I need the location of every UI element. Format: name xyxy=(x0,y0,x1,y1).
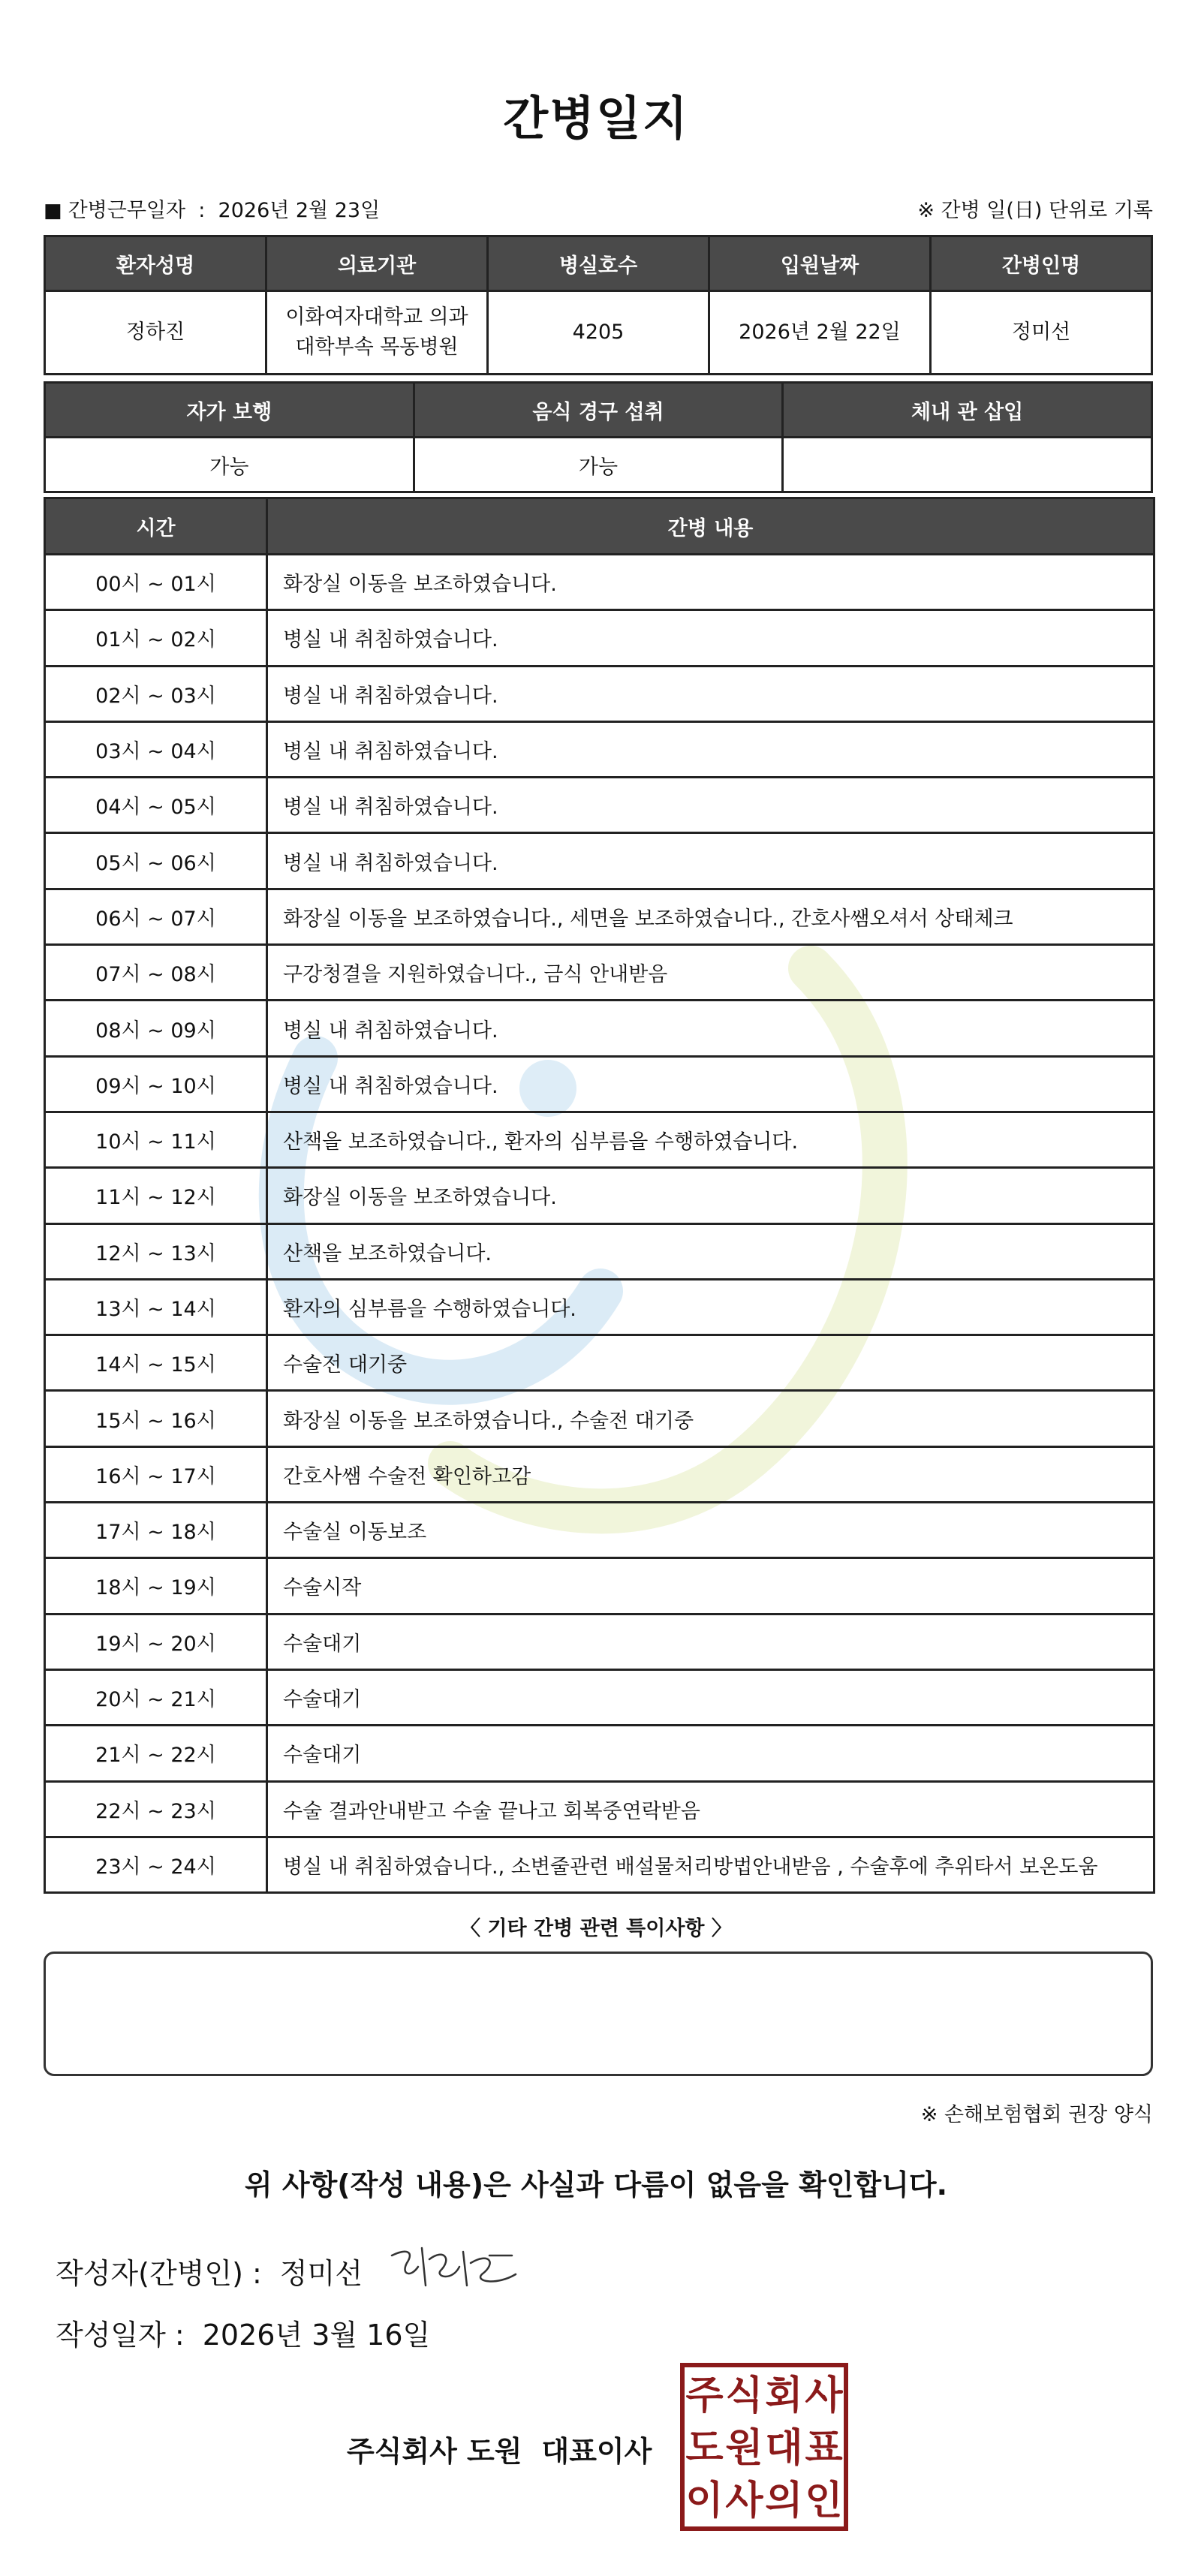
care-log-row xyxy=(45,1223,1154,1279)
care-log-content: 수술 결과안내받고 수술 끝나고 회복중연락받음 xyxy=(267,1781,1154,1837)
care-log-time: 19시 ~ 20시 xyxy=(45,1614,267,1669)
care-log-row xyxy=(45,1056,1154,1112)
care-log-time: 23시 ~ 24시 xyxy=(45,1837,267,1892)
care-log-row xyxy=(45,1726,1154,1781)
institution-line-2: 대학부속 목동병원 xyxy=(295,336,459,359)
care-log-content: 병실 내 취침하였습니다. xyxy=(267,610,1154,666)
seal-char: 도 xyxy=(685,2426,724,2471)
care-log-row xyxy=(45,1335,1154,1391)
care-log-content: 수술대기 xyxy=(267,1726,1154,1781)
care-log-row xyxy=(45,610,1154,666)
header-patient-name: 환자성명 xyxy=(45,236,266,291)
work-date-value: 2026년 2월 23일 xyxy=(218,199,381,222)
room-value: 4205 xyxy=(488,291,709,375)
care-log-row xyxy=(45,833,1154,889)
care-log-time: 21시 ~ 22시 xyxy=(45,1726,267,1781)
header-tube-insertion: 체내 관 삽입 xyxy=(783,383,1152,438)
seal-row xyxy=(685,2373,844,2418)
care-log-time: 04시 ~ 05시 xyxy=(45,778,267,833)
seal-char: 주 xyxy=(685,2373,724,2418)
tube-insertion-value xyxy=(783,438,1152,492)
company-line xyxy=(347,2428,652,2469)
writer-name: 정미선 xyxy=(279,2257,363,2290)
care-log-body xyxy=(45,555,1154,1893)
care-log-content: 수술대기 xyxy=(267,1669,1154,1725)
patient-name-value: 정하진 xyxy=(45,291,266,375)
header-care-content: 간병 내용 xyxy=(267,498,1154,555)
care-log-content: 병실 내 취침하였습니다. xyxy=(267,833,1154,889)
work-date-line xyxy=(44,194,380,223)
status-value-row xyxy=(45,438,1152,492)
care-log-time: 12시 ~ 13시 xyxy=(45,1223,267,1279)
care-log-time: 13시 ~ 14시 xyxy=(45,1279,267,1335)
header-walking: 자가 보행 xyxy=(45,383,414,438)
care-log-content: 화장실 이동을 보조하였습니다., 세면을 보조하였습니다., 간호사쌤오셔서 상태체크 xyxy=(267,889,1154,944)
patient-status-table xyxy=(44,381,1153,493)
write-date-line xyxy=(56,2312,430,2353)
care-log-content: 화장실 이동을 보조하였습니다. xyxy=(267,1168,1154,1223)
seal-char: 의 xyxy=(765,2478,803,2523)
care-log-content: 산책을 보조하였습니다. xyxy=(267,1223,1154,1279)
patient-info-header-row xyxy=(45,236,1152,291)
care-log-row xyxy=(45,721,1154,777)
header-time: 시간 xyxy=(45,498,267,555)
care-log-time: 18시 ~ 19시 xyxy=(45,1558,267,1614)
confirmation-statement: 위 사항(작성 내용)은 사실과 다름이 없음을 확인합니다. xyxy=(244,2168,948,2201)
care-log-content: 화장실 이동을 보조하였습니다., 수술전 대기중 xyxy=(267,1391,1154,1446)
seal-char: 식 xyxy=(725,2373,763,2418)
oral-intake-value: 가능 xyxy=(414,438,783,492)
header-room: 병실호수 xyxy=(488,236,709,291)
company-name: 주식회사 도원 xyxy=(347,2435,522,2468)
care-log-time: 07시 ~ 08시 xyxy=(45,945,267,1001)
recommend-note: ※ 손해보험협회 권장 양식 xyxy=(920,2103,1153,2126)
page-title: 간병일지 xyxy=(503,91,689,146)
care-log-time: 11시 ~ 12시 xyxy=(45,1168,267,1223)
care-log-row xyxy=(45,555,1154,610)
care-log-row xyxy=(45,1001,1154,1056)
care-log-content: 병실 내 취침하였습니다. xyxy=(267,1001,1154,1056)
care-log-content: 산책을 보조하였습니다., 환자의 심부름을 수행하였습니다. xyxy=(267,1112,1154,1167)
care-log-time: 14시 ~ 15시 xyxy=(45,1335,267,1391)
write-date-label: 작성일자 : xyxy=(56,2319,185,2352)
status-header-row xyxy=(45,383,1152,438)
seal-row xyxy=(685,2426,844,2471)
care-log-time: 06시 ~ 07시 xyxy=(45,889,267,944)
header-admission-date: 입원날짜 xyxy=(709,236,931,291)
care-log-time: 10시 ~ 11시 xyxy=(45,1112,267,1167)
care-log-row xyxy=(45,666,1154,721)
header-oral-intake: 음식 경구 섭취 xyxy=(414,383,783,438)
care-log-row xyxy=(45,1614,1154,1669)
seal-char: 대 xyxy=(765,2426,803,2471)
caregiver-value: 정미선 xyxy=(931,291,1152,375)
admission-date-value: 2026년 2월 22일 xyxy=(709,291,931,375)
patient-info-table xyxy=(44,235,1153,375)
seal-char: 표 xyxy=(805,2426,843,2471)
care-log-row xyxy=(45,1168,1154,1223)
care-log-content: 병실 내 취침하였습니다. xyxy=(267,1056,1154,1112)
care-log-content: 수술대기 xyxy=(267,1614,1154,1669)
care-log-content: 간호사쌤 수술전 확인하고감 xyxy=(267,1446,1154,1502)
seal-char: 사 xyxy=(805,2373,843,2418)
care-log-time: 00시 ~ 01시 xyxy=(45,555,267,610)
care-log-content: 수술전 대기중 xyxy=(267,1335,1154,1391)
work-date-label: 간병근무일자 xyxy=(68,199,186,222)
work-date-separator: : xyxy=(191,199,218,222)
handwritten-signature xyxy=(384,2233,527,2301)
seal-char: 회 xyxy=(765,2373,803,2418)
care-log-time: 05시 ~ 06시 xyxy=(45,833,267,889)
care-log-row xyxy=(45,945,1154,1001)
seal-row xyxy=(685,2478,844,2523)
care-log-row xyxy=(45,889,1154,944)
institution-value xyxy=(266,291,488,375)
writer-line xyxy=(56,2250,363,2292)
institution-line-1: 이화여자대학교 의과 xyxy=(285,305,468,329)
company-seal-stamp xyxy=(680,2363,848,2531)
care-log-content: 수술시작 xyxy=(267,1558,1154,1614)
care-log-time: 03시 ~ 04시 xyxy=(45,721,267,777)
header-caregiver: 간병인명 xyxy=(931,236,1152,291)
care-log-content: 화장실 이동을 보조하였습니다. xyxy=(267,555,1154,610)
write-date-value: 2026년 3월 16일 xyxy=(202,2319,431,2352)
care-log-content: 병실 내 취침하였습니다., 소변줄관련 배설물처리방법안내받음 , 수술후에 추위타서 보온도움 xyxy=(267,1837,1154,1892)
care-log-table xyxy=(44,497,1155,1894)
seal-char: 사 xyxy=(725,2478,763,2523)
care-log-row xyxy=(45,1781,1154,1837)
care-log-row xyxy=(45,778,1154,833)
care-log-time: 22시 ~ 23시 xyxy=(45,1781,267,1837)
square-bullet-icon: ■ xyxy=(44,200,62,222)
writer-label: 작성자(간병인) : xyxy=(56,2257,262,2290)
company-title: 대표이사 xyxy=(541,2435,652,2468)
care-log-time: 16시 ~ 17시 xyxy=(45,1446,267,1502)
care-log-row xyxy=(45,1391,1154,1446)
seal-char: 인 xyxy=(805,2478,843,2523)
care-log-row xyxy=(45,1837,1154,1892)
care-log-row xyxy=(45,1279,1154,1335)
care-log-row xyxy=(45,1446,1154,1502)
care-log-content: 환자의 심부름을 수행하였습니다. xyxy=(267,1279,1154,1335)
care-log-content: 병실 내 취침하였습니다. xyxy=(267,666,1154,721)
care-log-content: 구강청결을 지원하였습니다., 금식 안내받음 xyxy=(267,945,1154,1001)
care-log-time: 08시 ~ 09시 xyxy=(45,1001,267,1056)
care-log-row xyxy=(45,1669,1154,1725)
care-log-time: 01시 ~ 02시 xyxy=(45,610,267,666)
care-log-row xyxy=(45,1558,1154,1614)
care-log-time: 09시 ~ 10시 xyxy=(45,1056,267,1112)
seal-char: 이 xyxy=(685,2478,724,2523)
care-log-content: 병실 내 취침하였습니다. xyxy=(267,778,1154,833)
care-log-time: 02시 ~ 03시 xyxy=(45,666,267,721)
care-log-content: 병실 내 취침하였습니다. xyxy=(267,721,1154,777)
header-institution: 의료기관 xyxy=(266,236,488,291)
care-log-header-row xyxy=(45,498,1154,555)
care-log-row xyxy=(45,1112,1154,1167)
record-unit-note: ※ 간병 일(日) 단위로 기록 xyxy=(917,199,1153,222)
other-notes-title: 〈 기타 간병 관련 특이사항 〉 xyxy=(460,1917,732,1940)
walking-value: 가능 xyxy=(45,438,414,492)
seal-char: 원 xyxy=(725,2426,763,2471)
care-log-time: 17시 ~ 18시 xyxy=(45,1503,267,1558)
care-log-time: 15시 ~ 16시 xyxy=(45,1391,267,1446)
care-log-time: 20시 ~ 21시 xyxy=(45,1669,267,1725)
care-log-content: 수술실 이동보조 xyxy=(267,1503,1154,1558)
other-notes-box xyxy=(44,1952,1153,2076)
care-log-row xyxy=(45,1503,1154,1558)
patient-info-value-row xyxy=(45,291,1152,375)
